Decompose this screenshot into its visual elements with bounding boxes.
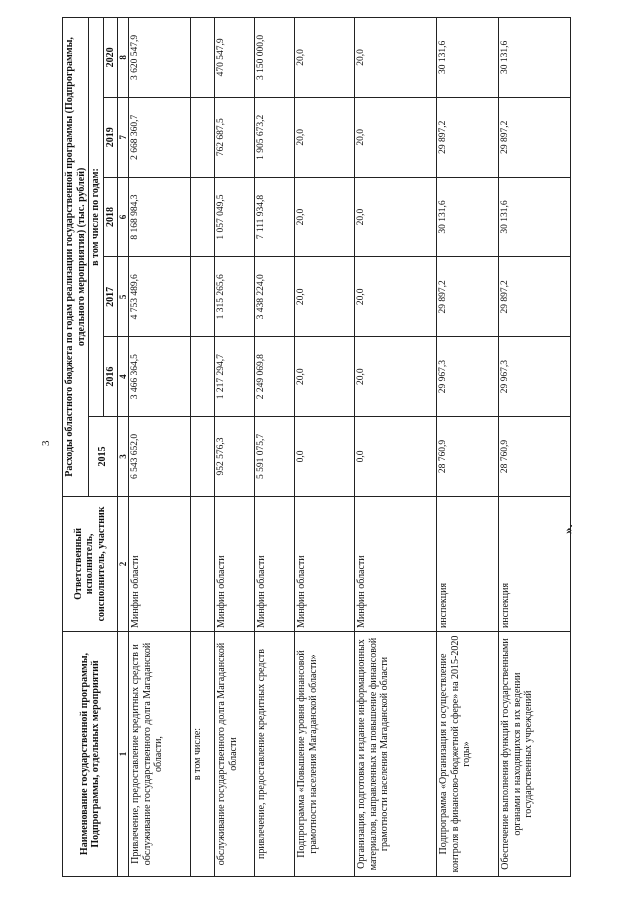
row-value-cell: 30 131,6 — [437, 177, 499, 257]
row-value-cell: 4 753 489,6 — [129, 257, 191, 337]
row-value-cell: 30 131,6 — [437, 18, 499, 98]
row-value-cell: 28 760,9 — [437, 417, 499, 497]
row-value-cell: 20,0 — [295, 177, 355, 257]
table-row — [255, 18, 295, 877]
row-value-cell: 7 111 934,8 — [255, 177, 295, 257]
row-value-cell: 20,0 — [295, 337, 355, 417]
header-year-2015: 2015 — [89, 417, 118, 497]
table-row — [499, 18, 571, 877]
table-row — [191, 18, 215, 877]
row-value-cell — [191, 337, 215, 417]
header-budget-title-text: Расходы областного бюджета по годам реализации государственной программы (Подпрограммы, отдельного мероприятия) (тыс. рублей) — [64, 37, 87, 477]
row-value-cell: 20,0 — [355, 177, 437, 257]
row-responsible-cell: Минфин области — [355, 496, 437, 631]
row-responsible-cell — [191, 496, 215, 631]
row-value-cell: 8 168 984,3 — [129, 177, 191, 257]
header-by-years: в том числе по годам: — [89, 18, 104, 417]
row-value-cell: 5 591 075,7 — [255, 417, 295, 497]
row-name-cell: привлечение, предоставление кредитных средств — [255, 632, 295, 877]
column-number: 6 — [118, 177, 129, 257]
row-value-cell: 29 897,2 — [499, 97, 571, 177]
column-number: 1 — [118, 632, 129, 877]
row-value-cell — [191, 257, 215, 337]
row-name-cell: Обеспечение выполнения функций государственными органами и находящихся в их ведении государственных учреждений — [499, 632, 571, 877]
row-value-cell: 30 131,6 — [499, 177, 571, 257]
row-value-cell: 1 057 049,5 — [215, 177, 255, 257]
column-number-row — [118, 18, 129, 877]
row-value-cell: 1 315 265,6 — [215, 257, 255, 337]
row-value-cell: 20,0 — [295, 97, 355, 177]
header-year-2016: 2016 — [103, 337, 118, 417]
budget-table-body — [63, 18, 571, 877]
row-value-cell: 3 150 000,0 — [255, 18, 295, 98]
row-value-cell: 952 576,3 — [215, 417, 255, 497]
row-value-cell: 3 620 547,9 — [129, 18, 191, 98]
table-row — [215, 18, 255, 877]
header-budget-title — [63, 18, 89, 497]
header-year-2020: 2020 — [103, 18, 118, 98]
row-value-cell: 3 438 224,0 — [255, 257, 295, 337]
row-value-cell: 470 547,9 — [215, 18, 255, 98]
row-name-cell: обслуживание государственного долга Магаданской области — [215, 632, 255, 877]
row-value-cell: 6 543 652,0 — [129, 417, 191, 497]
row-value-cell: 20,0 — [355, 337, 437, 417]
row-value-cell: 20,0 — [295, 257, 355, 337]
row-name-cell: в том числе: — [191, 632, 215, 877]
budget-table — [62, 17, 571, 877]
table-row — [355, 18, 437, 877]
row-value-cell — [191, 177, 215, 257]
column-number: 8 — [118, 18, 129, 98]
row-value-cell: 2 668 360,7 — [129, 97, 191, 177]
row-value-cell — [191, 18, 215, 98]
row-responsible-cell: Минфин области — [129, 496, 191, 631]
header-row — [63, 18, 89, 877]
row-value-cell: 0,0 — [355, 417, 437, 497]
header-responsible: Ответственный исполнитель, соисполнитель, участник — [63, 496, 118, 631]
row-value-cell: 2 249 069,8 — [255, 337, 295, 417]
column-number: 3 — [118, 417, 129, 497]
header-name: Наименование государственной программы, Подпрограммы, отдельных мероприятий — [63, 632, 118, 877]
column-number: 4 — [118, 337, 129, 417]
row-value-cell: 28 760,9 — [499, 417, 571, 497]
table-row — [437, 18, 499, 877]
row-name-cell: Подпрограмма «Организация и осуществление контроля в финансово-бюджетной сфере» на 2015-2020 годы» — [437, 632, 499, 877]
closing-quote-mark: ». — [560, 524, 575, 534]
row-value-cell: 1 217 294,7 — [215, 337, 255, 417]
row-responsible-cell: инспекция — [437, 496, 499, 631]
row-value-cell: 29 967,3 — [437, 337, 499, 417]
row-value-cell — [191, 417, 215, 497]
header-year-2017: 2017 — [103, 257, 118, 337]
row-name-cell: Организация, подготовка и издание информационных материалов, направленных на повышение финансовой грамотности населения Магаданской области — [355, 632, 437, 877]
row-value-cell: 20,0 — [355, 18, 437, 98]
row-value-cell: 0,0 — [295, 417, 355, 497]
row-responsible-cell: Минфин области — [255, 496, 295, 631]
row-value-cell: 20,0 — [295, 18, 355, 98]
table-row — [129, 18, 191, 877]
row-responsible-cell: Минфин области — [215, 496, 255, 631]
header-year-2018: 2018 — [103, 177, 118, 257]
row-value-cell — [191, 97, 215, 177]
row-value-cell: 762 687,5 — [215, 97, 255, 177]
row-responsible-cell: инспекция — [499, 496, 571, 631]
row-value-cell: 29 967,3 — [499, 337, 571, 417]
row-value-cell: 29 897,2 — [437, 97, 499, 177]
row-name-cell: Привлечение, предоставление кредитных средств и обслуживание государственного долга Магаданской области, — [129, 632, 191, 877]
rotated-table-container — [62, 17, 622, 877]
row-value-cell: 1 905 673,2 — [255, 97, 295, 177]
page-number: 3 — [40, 440, 52, 446]
table-row — [295, 18, 355, 877]
row-value-cell: 29 897,2 — [499, 257, 571, 337]
header-year-2019: 2019 — [103, 97, 118, 177]
column-number: 2 — [118, 496, 129, 631]
row-value-cell: 3 466 364,5 — [129, 337, 191, 417]
column-number: 5 — [118, 257, 129, 337]
row-value-cell: 20,0 — [355, 257, 437, 337]
row-value-cell: 30 131,6 — [499, 18, 571, 98]
row-responsible-cell: Минфин области — [295, 496, 355, 631]
column-number: 7 — [118, 97, 129, 177]
row-value-cell: 20,0 — [355, 97, 437, 177]
row-value-cell: 29 897,2 — [437, 257, 499, 337]
row-name-cell: Подпрограмма «Повышение уровня финансовой грамотности населения Магаданской области» — [295, 632, 355, 877]
